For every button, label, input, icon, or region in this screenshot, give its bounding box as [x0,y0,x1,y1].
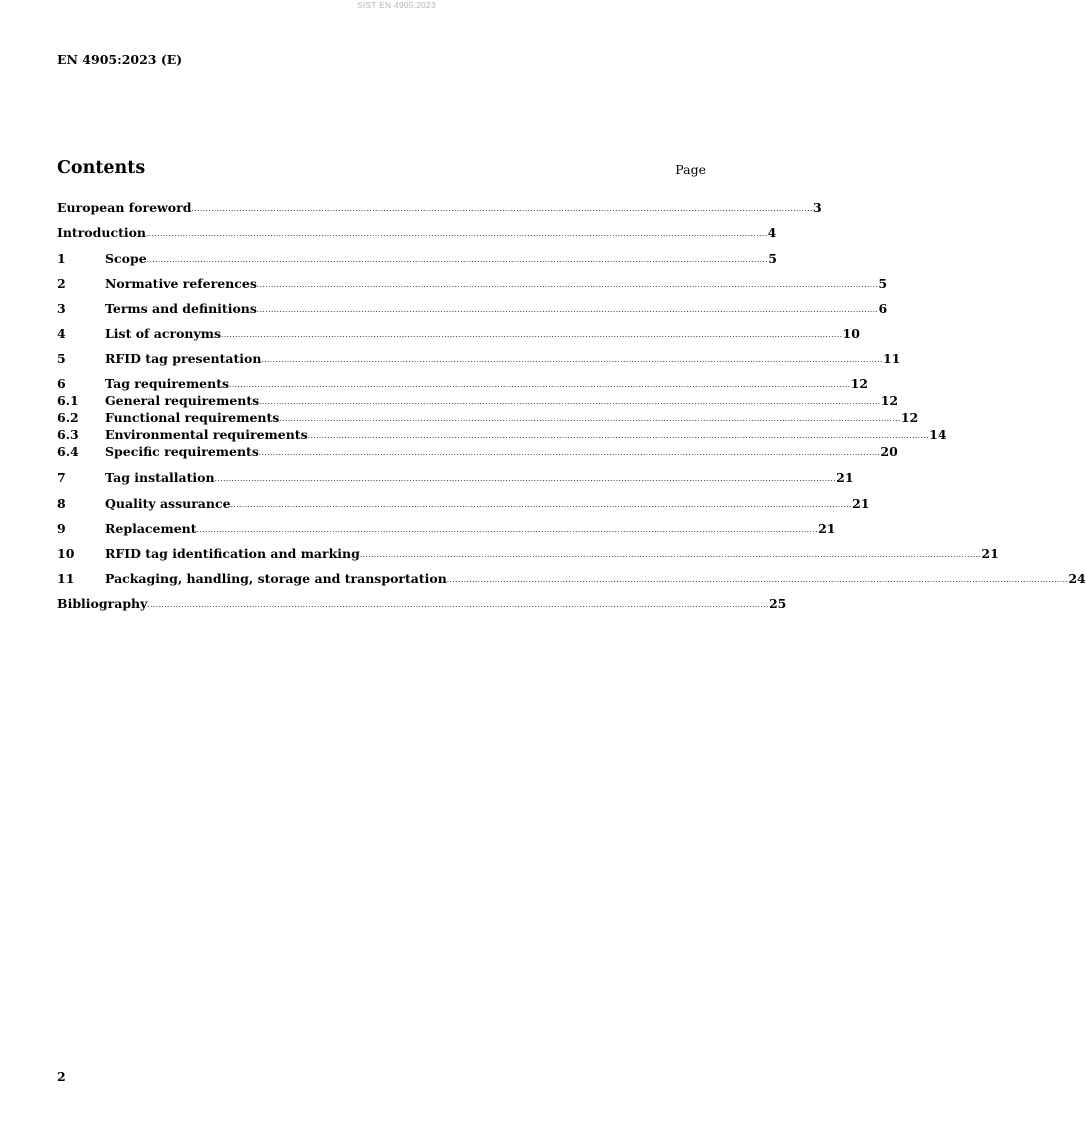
toc-leader-dots: ............................................................................................................................................................................................................................ [146,230,768,238]
toc-entry-page: 5 [878,276,888,291]
toc-entry-number: 7 [57,470,66,485]
toc-leader-dots: ............................................................................................................................................................................................................................ [258,449,881,457]
toc-leader-dots: ............................................................................................................................................................................................................................ [279,415,901,423]
toc-entry-title: European foreword [57,200,192,215]
toc-entry-introduction[interactable] [57,225,777,241]
toc-entry-european-foreword[interactable] [57,200,822,216]
toc-entry-functional-requirements[interactable] [57,410,919,426]
toc-entry-page: 14 [929,427,947,442]
toc-leader-dots: ............................................................................................................................................................................................................................ [256,306,879,314]
toc-entry-number: 4 [57,326,66,341]
toc-entry-scope[interactable] [57,251,777,267]
toc-leader-dots: ............................................................................................................................................................................................................................ [230,501,853,509]
toc-entry-title: Scope [105,251,147,266]
toc-entry-page: 21 [852,496,870,511]
toc-entry-list-of-acronyms[interactable] [57,326,860,342]
toc-leader-dots: ............................................................................................................................................................................................................................ [446,576,1069,584]
toc-entry-title: Tag installation [105,470,215,485]
toc-entry-title: Specific requirements [105,444,259,459]
toc-entry-title: Functional requirements [105,410,280,425]
toc-entry-title: Tag requirements [105,376,230,391]
toc-entry-number: 6.4 [57,444,79,459]
toc-entry-page: 21 [818,521,836,536]
toc-leader-dots: ............................................................................................................................................................................................................................ [261,356,883,364]
toc-leader-dots: ............................................................................................................................................................................................................................ [191,205,813,213]
toc-leader-dots: ............................................................................................................................................................................................................................ [147,601,769,609]
toc-entry-page: 12 [880,393,899,408]
toc-entry-number: 2 [57,276,66,291]
toc-entry-number: 6 [57,376,66,391]
toc-entry-page: 21 [836,470,854,485]
toc-entry-title: Terms and definitions [105,301,257,316]
toc-entry-terms-and-definitions[interactable] [57,301,888,317]
toc-entry-number: 1 [57,251,66,266]
toc-entry-bibliography[interactable] [57,596,787,612]
toc-leader-dots: ............................................................................................................................................................................................................................ [221,331,843,339]
toc-entry-rfid-tag-identification[interactable] [57,546,999,562]
toc-entry-number: 5 [57,351,66,366]
toc-entry-title: Normative references [105,276,257,291]
toc-entry-number: 9 [57,521,66,536]
toc-entry-number: 8 [57,496,66,511]
toc-entry-number: 10 [57,546,75,561]
toc-leader-dots: ............................................................................................................................................................................................................................ [259,398,881,406]
toc-entry-title: Environmental requirements [105,427,308,442]
contents-heading: Contents [57,158,146,178]
toc-leader-dots: ............................................................................................................................................................................................................................ [229,381,851,389]
toc-entry-page: 24 [1068,571,1086,586]
toc-leader-dots: ............................................................................................................................................................................................................................ [214,475,837,483]
toc-entry-environmental-requirements[interactable] [57,427,947,443]
toc-entry-title: General requirements [105,393,260,408]
toc-entry-title: Packaging, handling, storage and transportation [105,571,447,586]
toc-entry-rfid-tag-presentation[interactable] [57,351,901,367]
toc-entry-quality-assurance[interactable] [57,496,870,512]
toc-entry-general-requirements[interactable] [57,393,899,409]
toc-leader-dots: ............................................................................................................................................................................................................................ [307,432,930,440]
toc-leader-dots: ............................................................................................................................................................................................................................ [256,281,879,289]
toc-entry-page: 3 [812,200,822,215]
toc-entry-page: 12 [900,410,919,425]
toc-entry-page: 6 [878,301,888,316]
toc-entry-page: 20 [880,444,898,459]
toc-entry-title: Quality assurance [105,496,231,511]
page-column-label: Page [675,162,706,177]
toc-entry-number: 6.1 [57,393,79,408]
toc-entry-packaging-handling[interactable] [57,571,1086,587]
toc-leader-dots: ............................................................................................................................................................................................................................ [196,526,819,534]
toc-entry-tag-installation[interactable] [57,470,854,486]
toc-entry-title: Bibliography [57,596,148,611]
document-id: EN 4905:2023 (E) [57,52,183,67]
toc-entry-normative-references[interactable] [57,276,888,292]
toc-entry-title: RFID tag identification and marking [105,546,360,561]
toc-entry-number: 3 [57,301,66,316]
toc-entry-title: Introduction [57,225,147,240]
toc-entry-page: 5 [768,251,777,266]
toc-entry-page: 21 [981,546,999,561]
toc-entry-page: 11 [882,351,901,366]
toc-entry-replacement[interactable] [57,521,836,537]
toc-entry-title: List of acronyms [105,326,222,341]
toc-entry-tag-requirements[interactable] [57,376,868,392]
toc-entry-page: 4 [767,225,777,240]
toc-entry-page: 12 [850,376,868,391]
toc-entry-number: 6.3 [57,427,79,442]
toc-entry-number: 6.2 [57,410,79,425]
toc-leader-dots: ............................................................................................................................................................................................................................ [359,551,982,559]
toc-entry-page: 10 [842,326,860,341]
toc-entry-page: 25 [768,596,787,611]
toc-entry-title: Replacement [105,521,197,536]
toc-entry-specific-requirements[interactable] [57,444,898,460]
toc-leader-dots: ............................................................................................................................................................................................................................ [146,256,769,264]
toc-entry-number: 11 [57,571,75,586]
toc-entry-title: RFID tag presentation [105,351,262,366]
watermark: SIST EN 4905:2023 [357,0,436,10]
page-number: 2 [57,1069,66,1084]
